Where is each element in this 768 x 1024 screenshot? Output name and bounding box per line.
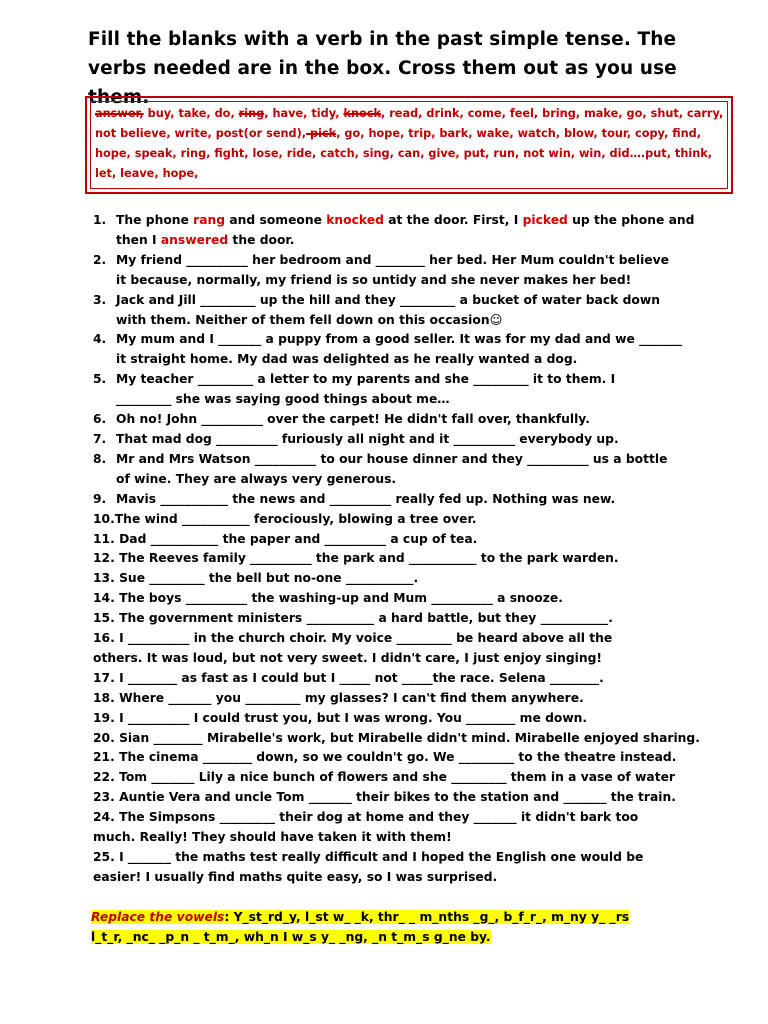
question-1 — [93, 211, 753, 231]
question-number: 1. — [93, 213, 107, 227]
vowels-line-2: l_t_r, _nc_ _p_n _ t_m_, wh_n I w_s y_ _ng, _n t_m_s g_ne by. — [91, 930, 491, 944]
question-text: Sian ________ Mirabelle's work, but Mirabelle didn't mind. Mirabelle enjoyed sharing. — [119, 730, 700, 745]
question-2 — [93, 251, 753, 271]
instructions-title: Fill the blanks with a verb in the past simple tense. The verbs needed are in the box. Cross them out as you use them. — [88, 29, 677, 108]
word-list-segment: , read, drink, come, feel, bring, make, go, shut, carry, not believe, write, post(or send), — [95, 107, 724, 140]
word-crossed-answer: answer, — [95, 107, 144, 120]
question-19 — [93, 709, 753, 729]
question-number: 8. — [93, 451, 107, 466]
question-8-continued: of wine. They are always very generous. — [116, 471, 397, 486]
question-text: The boys __________ the washing-up and Mum __________ a snooze. — [119, 591, 563, 606]
question-text: That mad dog __________ furiously all night and it __________ everybody up. — [116, 431, 619, 446]
question-4-continued: it straight home. My dad was delighted as he really wanted a dog. — [116, 352, 578, 367]
question-5-continued: _________ she was saying good things about me… — [116, 392, 450, 407]
question-2-continued: it because, normally, my friend is so untidy and she never makes her bed! — [116, 272, 632, 287]
answer-knocked: knocked — [326, 213, 384, 227]
question-text: The phone — [116, 213, 194, 227]
question-text: The government ministers ___________ a hard battle, but they ___________. — [119, 611, 613, 626]
replace-vowels-exercise — [91, 907, 629, 947]
question-text: I ________ as fast as I could but I _____ not _____the race. Selena ________. — [119, 670, 604, 685]
question-number: 6. — [93, 412, 107, 427]
verb-word-box — [85, 96, 733, 194]
word-list-segment: buy, take, do, — [143, 107, 239, 120]
question-20 — [93, 729, 753, 749]
question-text: The Simpsons _________ their dog at home and they _______ it didn't bark too — [119, 810, 639, 825]
question-number: 15. — [93, 611, 115, 626]
question-3-continued: with them. Neither of them fell down on this occasion☺ — [116, 312, 503, 327]
question-text: Auntie Vera and uncle Tom _______ their bikes to the station and _______ the train. — [119, 790, 676, 805]
question-number: 7. — [93, 431, 107, 446]
question-text: Mr and Mrs Watson __________ to our house dinner and they __________ us a bottle — [116, 451, 668, 466]
question-text: Where _______ you _________ my glasses? I can't find them anywhere. — [119, 690, 584, 705]
question-text: The Reeves family __________ the park and ___________ to the park warden. — [119, 551, 619, 566]
question-number: 17. — [93, 670, 115, 685]
vowels-label: Replace the vowels — [91, 910, 225, 924]
question-7 — [93, 430, 753, 450]
question-number: 24. — [93, 810, 115, 825]
question-22 — [93, 768, 753, 788]
question-text: The wind ___________ ferociously, blowing a tree over. — [114, 511, 477, 526]
question-number: 2. — [93, 252, 107, 267]
answer-rang: rang — [193, 213, 226, 227]
question-text: Sue _________ the bell but no-one ___________. — [119, 571, 419, 586]
question-17 — [93, 669, 753, 689]
question-list — [93, 211, 753, 888]
answer-answered: answered — [160, 232, 229, 247]
question-number: 13. — [93, 571, 115, 586]
question-text: The cinema ________ down, so we couldn't go. We _________ to the theatre instead. — [119, 750, 677, 765]
question-text: Jack and Jill _________ up the hill and they _________ a bucket of water back down — [116, 292, 660, 307]
question-text: My mum and I _______ a puppy from a good seller. It was for my dad and we _______ — [116, 332, 683, 347]
word-crossed-pick: pick — [306, 127, 337, 140]
question-number: 11. — [93, 531, 115, 546]
question-text: and someone — [225, 213, 327, 227]
question-text: I _______ the maths test really difficult and I hoped the English one would be — [119, 850, 644, 864]
question-number: 18. — [93, 690, 115, 705]
question-8 — [93, 450, 753, 470]
question-number: 21. — [93, 750, 115, 765]
question-1-continued — [93, 231, 753, 251]
question-4 — [93, 330, 753, 350]
question-number: 5. — [93, 372, 107, 387]
vowels-line-1 — [91, 910, 629, 924]
question-text: up the phone and — [567, 213, 695, 227]
question-number: 4. — [93, 332, 107, 347]
question-24-continued: much. Really! They should have taken it with them! — [93, 830, 452, 845]
question-11 — [93, 530, 753, 550]
question-number: 9. — [93, 491, 107, 506]
question-text: Oh no! John __________ over the carpet! He didn't fall over, thankfully. — [116, 412, 590, 427]
question-3 — [93, 291, 753, 311]
question-text: the door. — [228, 232, 295, 247]
question-14 — [93, 589, 753, 609]
question-16 — [93, 629, 753, 649]
question-number: 12. — [93, 551, 115, 566]
question-9 — [93, 490, 753, 510]
verb-word-list — [95, 104, 725, 184]
vowels-colon: : — [224, 910, 230, 924]
question-25 — [93, 848, 753, 868]
word-crossed-ring: ring — [238, 107, 265, 120]
question-number: 20. — [93, 730, 115, 745]
question-24 — [93, 808, 753, 828]
question-text: My teacher _________ a letter to my parents and she _________ it to them. I — [116, 372, 616, 387]
question-number: 25. — [93, 850, 115, 864]
question-13 — [93, 569, 753, 589]
question-21 — [93, 748, 753, 768]
question-number: 19. — [93, 710, 115, 725]
question-text: I __________ in the church choir. My voice _________ be heard above all the — [119, 631, 613, 646]
answer-picked: picked — [522, 213, 568, 227]
question-number: 22. — [93, 770, 115, 785]
question-text: My friend __________ her bedroom and ________ her bed. Her Mum couldn't believe — [116, 252, 670, 267]
question-15 — [93, 609, 753, 629]
question-5 — [93, 370, 753, 390]
question-text: Dad ___________ the paper and __________ a cup of tea. — [119, 531, 478, 546]
question-23 — [93, 788, 753, 808]
vowels-text-1: Y_st_rd_y, l_st w_ _k, thr_ _ m_nths _g_, b_f_r_, m_ny y_ _rs — [229, 910, 630, 924]
question-number: 16. — [93, 631, 115, 646]
question-number: 10. — [93, 511, 115, 526]
question-25-continued: easier! I usually find maths quite easy, so I was surprised. — [93, 869, 498, 884]
word-list-segment: , go, hope, trip, bark, wake, watch, blow, tour, copy, find, hope, speak, ring, fight, lose, ride, catch, sing, can, give, put, run, not win, win, did….put, think, let, leave, hope, — [95, 127, 713, 180]
question-text: at the door. First, I — [383, 213, 523, 227]
word-crossed-knock: knock — [343, 107, 381, 120]
question-6 — [93, 410, 753, 430]
question-number: 14. — [93, 591, 115, 606]
question-number: 3. — [93, 292, 107, 307]
question-text: then I — [116, 232, 161, 247]
question-text: Tom _______ Lily a nice bunch of flowers and she _________ them in a vase of water — [119, 770, 675, 785]
question-text: I __________ I could trust you, but I was wrong. You ________ me down. — [119, 710, 588, 725]
question-text: Mavis ___________ the news and __________ really fed up. Nothing was new. — [116, 491, 616, 506]
question-18 — [93, 689, 753, 709]
question-number: 23. — [93, 790, 115, 805]
question-10 — [93, 510, 753, 530]
word-list-segment: , have, tidy, — [264, 107, 344, 120]
question-16-continued: others. It was loud, but not very sweet. I didn't care, I just enjoy singing! — [93, 650, 603, 665]
question-12 — [93, 549, 753, 569]
